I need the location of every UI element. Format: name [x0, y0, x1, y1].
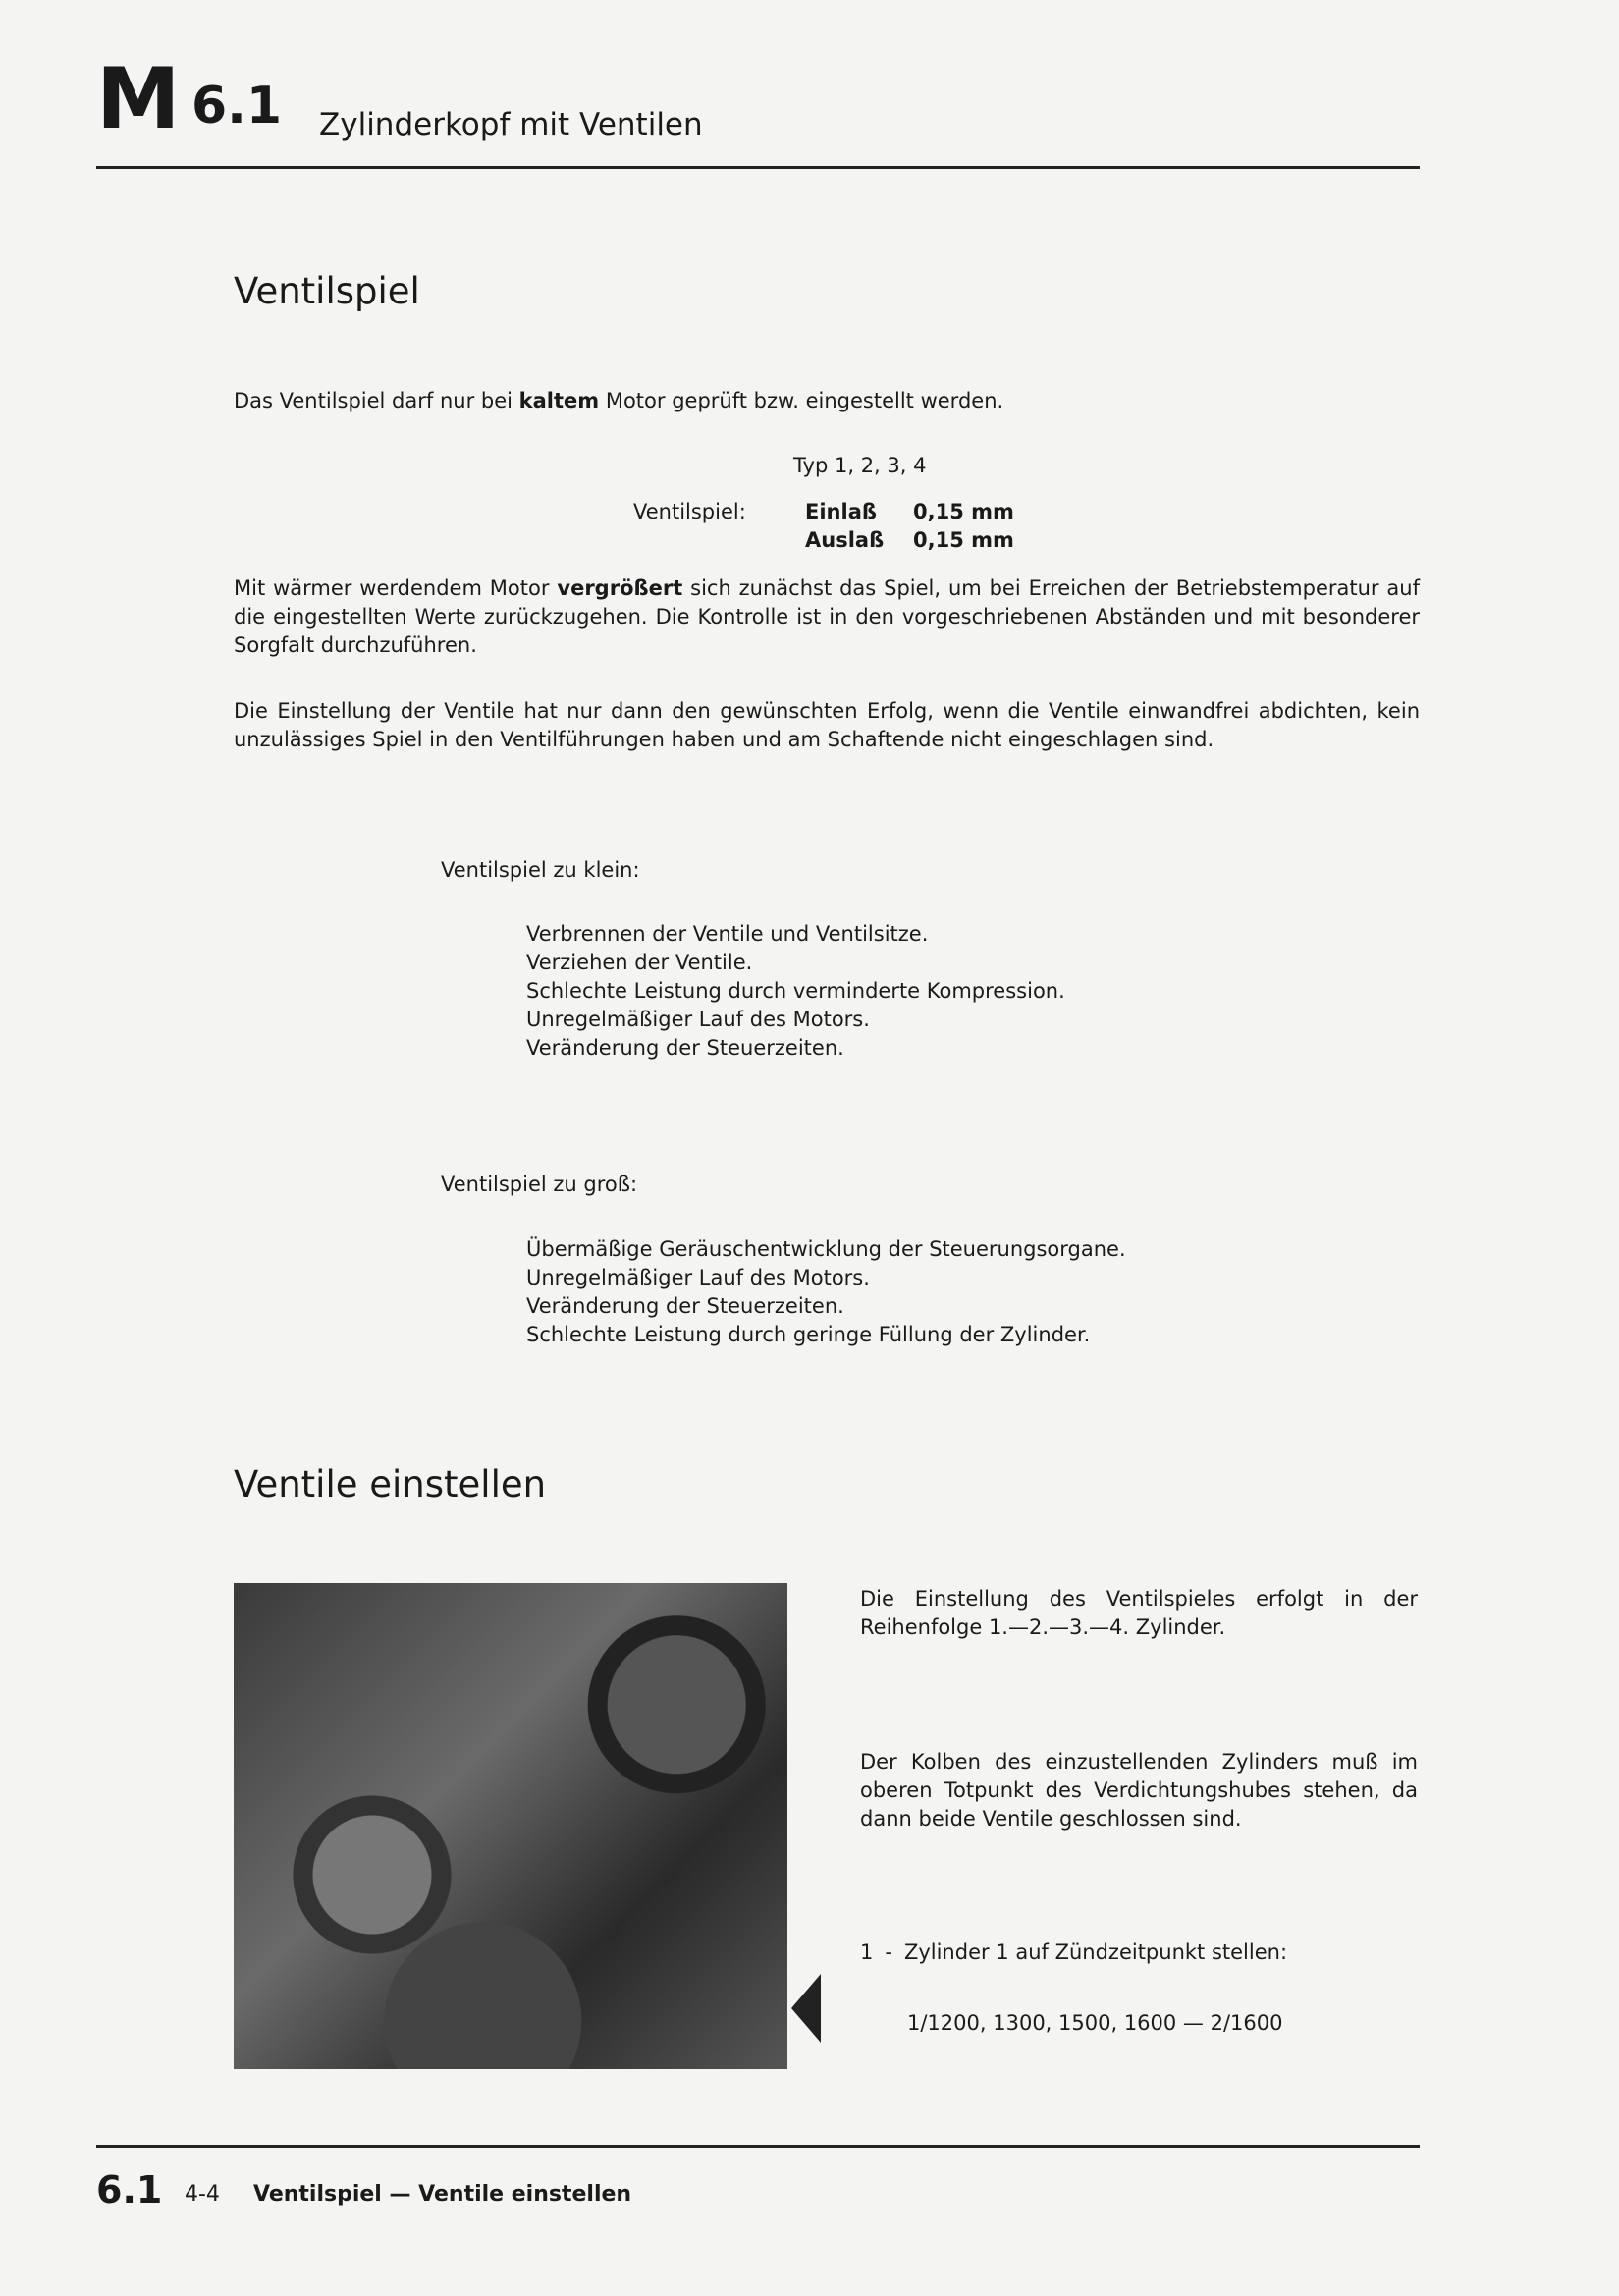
intro-text: Das Ventilspiel darf nur bei	[234, 389, 519, 412]
spec-type-label: Typ 1, 2, 3, 4	[793, 454, 927, 477]
list-item: Verziehen der Ventile.	[526, 951, 753, 974]
too-large-label: Ventilspiel zu groß:	[441, 1173, 638, 1196]
footer-divider	[96, 2145, 1420, 2148]
para-text-end: sich zunächst das Spiel, um bei Erreichen der Betriebstemperatur auf die eingestellten Werte zurückzugehen. Die Kontrolle ist in den vorgeschriebenen Abständen und mit besonderer Sorgfalt durchzuführen.	[234, 576, 1421, 657]
engine-photo	[234, 1583, 787, 2069]
intro-paragraph	[234, 387, 1003, 415]
spec-name: Einlaß	[805, 500, 877, 523]
spec-label: Ventilspiel:	[633, 500, 746, 523]
list-item: Schlechte Leistung durch geringe Füllung der Zylinder.	[526, 1323, 1091, 1346]
paragraph-warm-engine	[234, 574, 1420, 660]
intro-bold: kaltem	[518, 389, 600, 412]
step-dash: -	[885, 1941, 892, 1964]
spec-value: 0,15 mm	[913, 528, 1014, 552]
section-heading-ventilspiel: Ventilspiel	[234, 270, 420, 312]
paragraph-conditions: Die Einstellung der Ventile hat nur dann den gewünschten Erfolg, wenn die Ventile einwandfrei abdichten, kein unzulässiges Spiel in den Ventilführungen haben und am Schaftende nicht eingeschlagen sind.	[234, 699, 1420, 751]
header-divider	[96, 166, 1420, 169]
list-item: Verbrennen der Ventile und Ventilsitze.	[526, 922, 929, 946]
spec-row	[805, 498, 1014, 526]
chapter-number: 6.1	[191, 77, 283, 136]
list-item: Übermäßige Geräuschentwicklung der Steuerungsorgane.	[526, 1237, 1126, 1261]
list-item: Schlechte Leistung durch verminderte Kompression.	[526, 979, 1065, 1003]
step-1	[860, 1939, 1287, 1967]
footer-section: 6.1	[96, 2168, 163, 2212]
list-item: Veränderung der Steuerzeiten.	[526, 1036, 844, 1060]
section-heading-ventile-einstellen: Ventile einstellen	[234, 1463, 547, 1505]
step-number: 1	[860, 1941, 874, 1964]
spec-value: 0,15 mm	[913, 500, 1014, 523]
too-small-label: Ventilspiel zu klein:	[441, 858, 640, 882]
spec-name: Auslaß	[805, 528, 885, 552]
footer-title: Ventilspiel — Ventile einstellen	[253, 2182, 632, 2207]
list-item: Unregelmäßiger Lauf des Motors.	[526, 1008, 870, 1031]
chapter-letter: M	[96, 50, 179, 148]
spec-table	[805, 498, 1014, 555]
spec-row	[805, 526, 1014, 555]
page-title: Zylinderkopf mit Ventilen	[319, 107, 703, 142]
too-large-list	[526, 1235, 1126, 1349]
intro-text-end: Motor geprüft bzw. eingestellt werden.	[599, 389, 1004, 412]
pointer-arrow-icon	[791, 1974, 821, 2043]
paragraph-sequence: Die Einstellung des Ventilspieles erfolgt in der Reihenfolge 1.—2.—3.—4. Zylinder.	[860, 1587, 1418, 1639]
too-small-list	[526, 920, 1065, 1063]
list-item: Unregelmäßiger Lauf des Motors.	[526, 1266, 870, 1289]
step-1-reference: 1/1200, 1300, 1500, 1600 — 2/1600	[907, 2011, 1283, 2035]
para-bold: vergrößert	[557, 576, 683, 600]
para-text: Mit wärmer werdendem Motor	[234, 576, 558, 600]
paragraph-piston: Der Kolben des einzustellenden Zylinders muß im oberen Totpunkt des Verdichtungshubes stehen, da dann beide Ventile geschlossen sind.	[860, 1750, 1418, 1831]
step-text: Zylinder 1 auf Zündzeitpunkt stellen:	[903, 1941, 1288, 1964]
list-item: Veränderung der Steuerzeiten.	[526, 1294, 844, 1318]
footer-page: 4-4	[185, 2182, 220, 2207]
